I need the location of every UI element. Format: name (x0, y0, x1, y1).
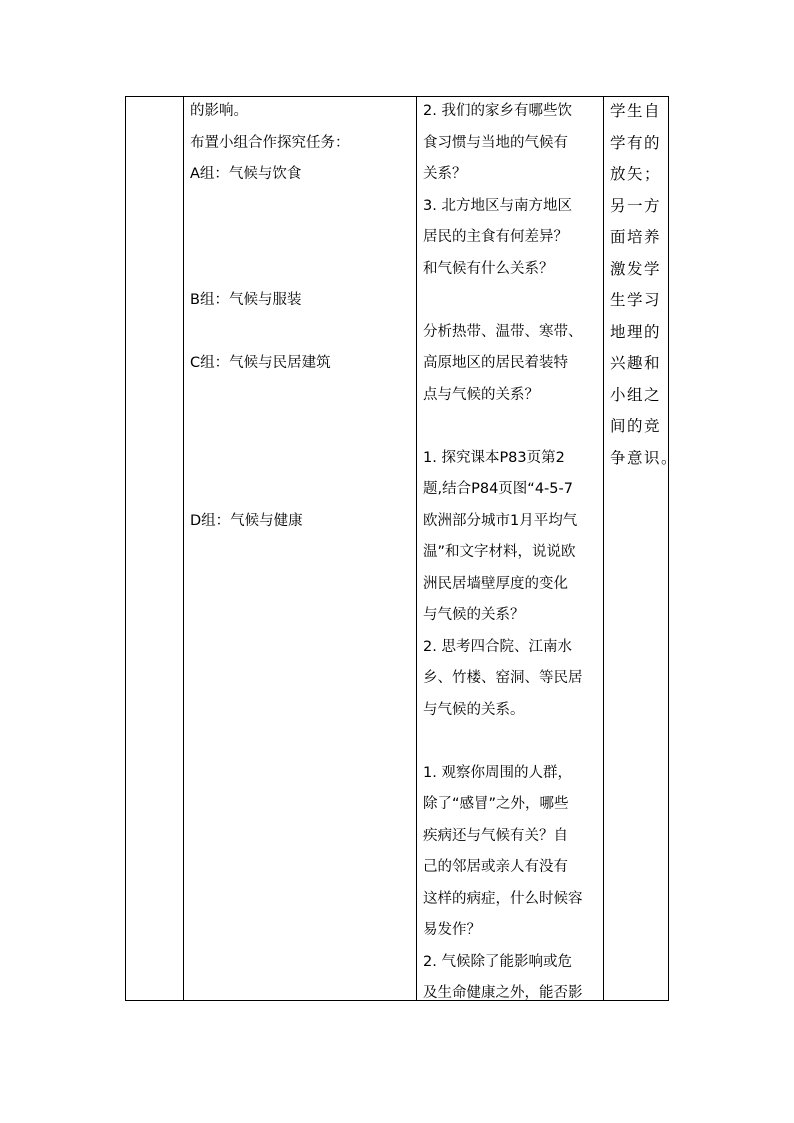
col4-line: 地理的 (610, 322, 662, 341)
col3-line: 分析热带、温带、寒带、 (423, 323, 583, 340)
col3-line: 及生命健康之外，能否影 (423, 985, 583, 1001)
col4-line: 生学习 (610, 291, 662, 309)
col2-line: 布置小组合作探究任务： (190, 134, 350, 151)
col3-line: 乡、竹楼、窑洞、等民居 (423, 670, 583, 686)
table-border-3 (416, 96, 417, 1001)
col3-line: 除了“感冒”之外，哪些 (423, 796, 569, 812)
col3-line: 欧洲部分城市1月平均气 (423, 512, 578, 529)
col3-line: 2. 思考四合院、江南水 (423, 638, 572, 655)
col3-line: 食习惯与当地的气候有 (423, 134, 568, 151)
col3-line: 2. 气候除了能影响或危 (423, 953, 572, 970)
col4-line: 学生自 (610, 102, 662, 120)
col3-line: 题,结合P84页图“4-5-7 (423, 481, 573, 497)
col4-line: 间的竞 (610, 417, 662, 435)
col3-line: 1. 观察你周围的人群， (423, 764, 572, 781)
col4-line: 放矢； (610, 165, 662, 183)
col3-line: 与气候的关系。 (423, 701, 525, 718)
col3-line: 2. 我们的家乡有哪些饮 (423, 103, 572, 119)
col2-line: 的影响。 (190, 103, 248, 119)
col4-line: 激发学 (610, 259, 662, 278)
col3-line: 与气候的关系？ (423, 607, 525, 623)
col3-line: 这样的病症，什么时候容 (423, 890, 583, 907)
col4-line: 学有的 (610, 133, 662, 152)
col3-line: 己的邻居或亲人有没有 (423, 859, 568, 875)
col2-line: A组：气候与饮食 (190, 166, 302, 182)
col3-line: 点与气候的关系？ (423, 386, 539, 403)
col3-line: 3. 北方地区与南方地区 (423, 197, 572, 214)
col4-line: 面培养 (610, 228, 662, 246)
col4-line: 兴趣和 (610, 354, 662, 372)
table-border-2 (183, 96, 184, 1001)
col3-line: 疾病还与气候有关？自 (423, 827, 568, 844)
col3-line: 和气候有什么关系？ (423, 260, 554, 277)
col3-line: 1. 探究课本P83页第2 (423, 449, 565, 466)
table-border-4 (603, 96, 604, 1001)
col3-line: 易发作？ (423, 922, 481, 938)
table-cell-blank (126, 97, 183, 1000)
table-border-5 (668, 96, 669, 1001)
table-bottom-border (125, 1000, 669, 1001)
col4-line: 争意识。 (610, 448, 679, 467)
col3-line: 关系？ (423, 166, 467, 182)
col4-line: 小组之 (610, 385, 662, 404)
col2-line: B组：气候与服装 (190, 292, 302, 308)
col2-line: C组：气候与民居建筑 (190, 355, 331, 371)
col3-line: 洲民居墙壁厚度的变化 (423, 575, 568, 592)
col2-line: D组：气候与健康 (190, 512, 303, 529)
col3-line: 温”和文字材料，说说欧 (423, 544, 576, 560)
col3-line: 居民的主食有何差异？ (423, 229, 568, 245)
col4-line: 另一方 (610, 196, 662, 215)
col3-line: 高原地区的居民着装特 (423, 355, 568, 371)
